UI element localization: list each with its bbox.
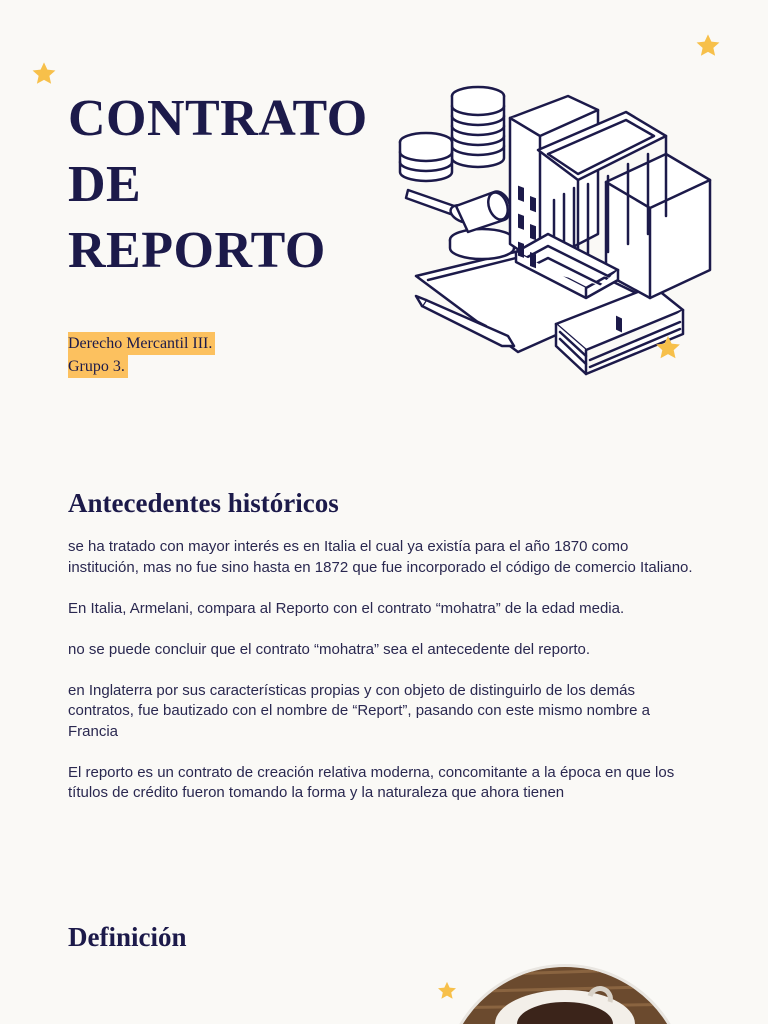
subtitle-course: Derecho Mercantil III.	[68, 332, 215, 355]
title-line-2: DE	[68, 156, 142, 213]
paragraph: En Italia, Armelani, compara al Reporto con el contrato “mohatra” de la edad media.	[68, 599, 625, 617]
paragraph: se ha tratado con mayor interés es en Italia el cual ya existía para el año 1870 como institución, mas no fue sino hasta en 1872 que fue incorporado el código de comercio Italiano.	[68, 538, 693, 576]
courthouse-coins-gavel-illustration	[398, 84, 718, 379]
paragraph: El reporto es un contrato de creación relativa moderna, concomitante a la época en que los títulos de crédito fueron tomando la forma y la naturaleza que ahora tienen	[68, 763, 675, 801]
paragraph: no se puede concluir que el contrato “mohatra” sea el antecedente del reporto.	[68, 640, 590, 658]
section-heading-antecedentes: Antecedentes históricos	[68, 488, 339, 518]
page-title	[68, 86, 368, 284]
star-icon	[694, 32, 722, 60]
section-heading-definicion: Definición	[68, 922, 187, 952]
paragraph: en Inglaterra por sus características propias y con objeto de distinguirlo de los demás contratos, fue bautizado con el nombre de “Report”, pasando con este mismo nombre a Francia	[68, 681, 650, 740]
coffee-cup-photo	[440, 962, 690, 1024]
subtitle-group: Grupo 3.	[68, 355, 128, 378]
subtitle	[68, 332, 215, 378]
star-icon	[30, 60, 58, 88]
title-line-3: REPORTO	[68, 222, 326, 279]
title-line-1: CONTRATO	[68, 90, 368, 147]
antecedentes-body	[68, 537, 698, 824]
